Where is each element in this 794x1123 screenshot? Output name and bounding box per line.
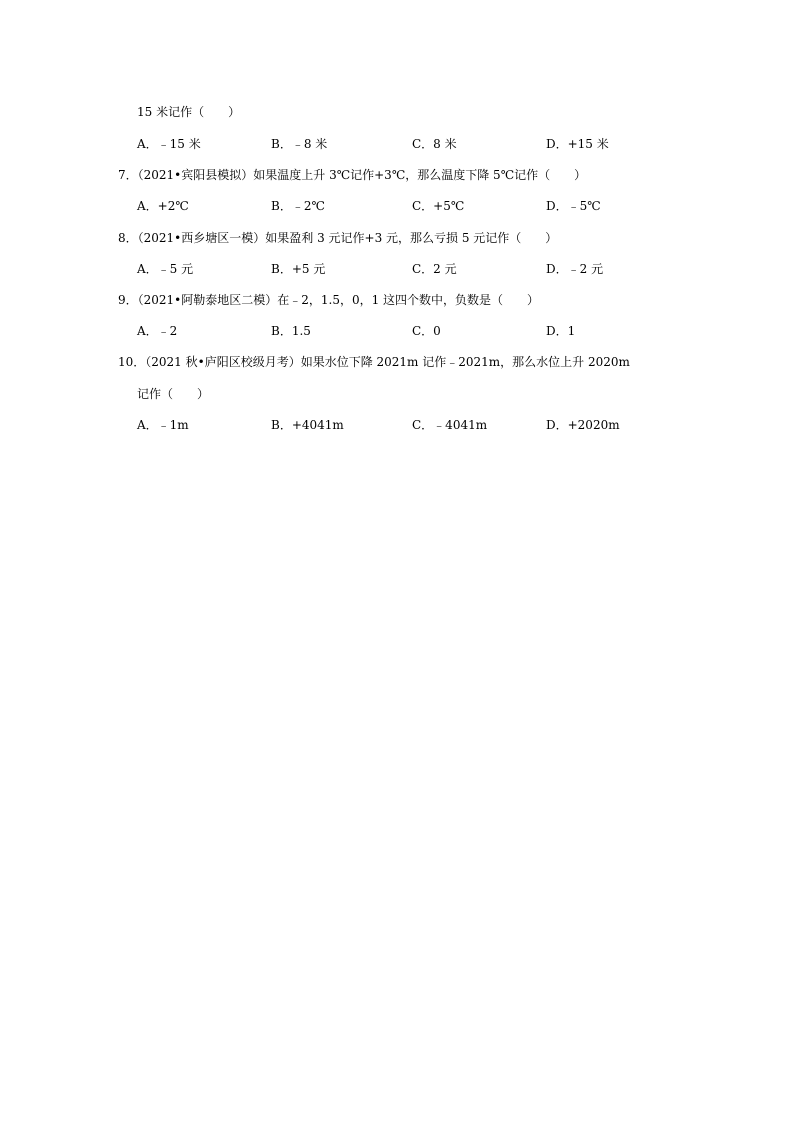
- question-6-option-a: A．﹣15 米: [137, 137, 201, 151]
- question-7-option-a: A．+2℃: [137, 199, 189, 213]
- question-8-option-b: B．+5 元: [271, 262, 326, 276]
- question-9-option-c: C．0: [412, 324, 441, 338]
- question-9-option-a: A．﹣2: [137, 324, 178, 338]
- question-8-option-a: A．﹣5 元: [137, 262, 194, 276]
- question-6-continuation: 15 米记作（ ）: [137, 105, 241, 119]
- question-8-stem: 8．（2021•西乡塘区一模）如果盈利 3 元记作+3 元，那么亏损 5 元记作（ ）: [118, 231, 558, 245]
- question-10-option-b: B．+4041m: [271, 418, 344, 432]
- question-9-option-d: D．1: [546, 324, 576, 338]
- question-7-stem: 7．（2021•宾阳县模拟）如果温度上升 3℃记作+3℃，那么温度下降 5℃记作（ ）: [118, 168, 587, 182]
- question-8-option-c: C．2 元: [412, 262, 457, 276]
- question-10-option-c: C．﹣4041m: [412, 418, 488, 432]
- question-10-option-a: A．﹣1m: [137, 418, 189, 432]
- question-8-option-d: D．﹣2 元: [546, 262, 604, 276]
- question-6-option-c: C．8 米: [412, 137, 457, 151]
- question-9-stem: 9．（2021•阿勒泰地区二模）在﹣2，1.5，0，1 这四个数中，负数是（ ）: [118, 293, 540, 307]
- question-7-option-c: C．+5℃: [412, 199, 465, 213]
- question-6-option-b: B．﹣8 米: [271, 137, 328, 151]
- question-10-continuation: 记作（ ）: [137, 387, 210, 401]
- question-7-option-d: D．﹣5℃: [546, 199, 601, 213]
- question-10-option-d: D．+2020m: [546, 418, 620, 432]
- question-9-option-b: B．1.5: [271, 324, 311, 338]
- question-10-stem: 10．（2021 秋•庐阳区校级月考）如果水位下降 2021m 记作﹣2021m，那么水位上升 2020m: [118, 355, 630, 369]
- question-7-option-b: B．﹣2℃: [271, 199, 325, 213]
- question-6-option-d: D．+15 米: [546, 137, 609, 151]
